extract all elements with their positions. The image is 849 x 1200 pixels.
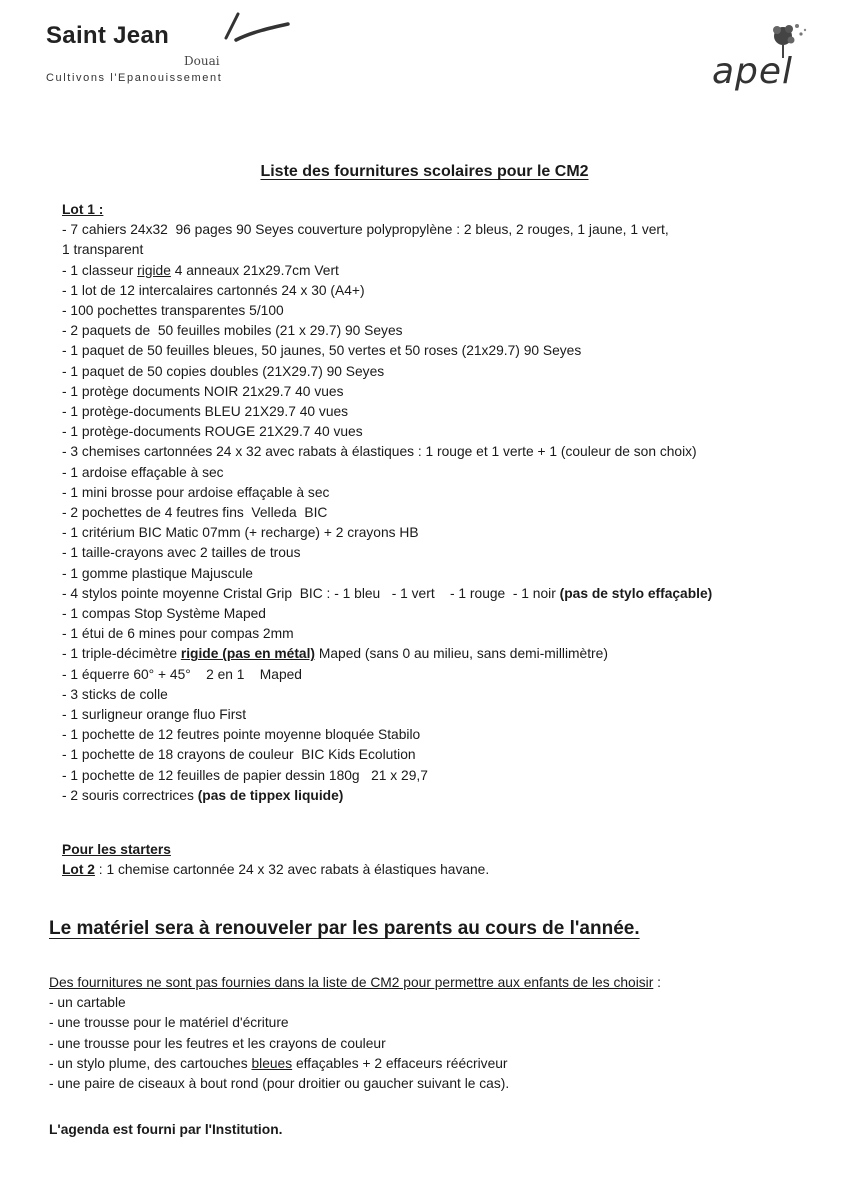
list-item	[62, 786, 822, 806]
list-item-text: Maped (sans 0 au milieu, sans demi-millimètre)	[315, 646, 608, 662]
list-item	[62, 442, 822, 462]
list-item	[62, 523, 822, 543]
list-item	[62, 240, 822, 260]
list-item	[62, 422, 822, 442]
list-item	[62, 503, 822, 523]
list-item-text: - 1 lot de 12 intercalaires cartonnés 24 x 30 (A4+)	[62, 282, 365, 298]
list-item-text: - 1 surligneur orange fluo First	[62, 707, 247, 723]
list-item	[62, 321, 822, 341]
list-item	[62, 624, 822, 644]
list-item-text: - 1 compas Stop Système Maped	[62, 606, 266, 622]
lot2-label: Lot 2	[62, 862, 95, 878]
list-item-text: - un stylo plume, des cartouches	[49, 1055, 252, 1071]
lot1-heading: Lot 1 :	[62, 202, 104, 217]
list-item-text: - 1 protège documents NOIR 21x29.7 40 vues	[62, 383, 344, 399]
agenda-note: L'agenda est fourni par l'Institution.	[49, 1122, 283, 1137]
lot1-section	[62, 200, 822, 806]
list-item	[62, 382, 822, 402]
list-item	[62, 584, 822, 604]
list-item	[62, 402, 822, 422]
apel-logo	[693, 18, 813, 98]
list-item-text: - 1 classeur	[62, 262, 138, 278]
list-item-text: - 1 paquet de 50 feuilles bleues, 50 jaunes, 50 vertes et 50 roses (21x29.7) 90 Seyes	[62, 343, 582, 359]
list-item	[62, 463, 822, 483]
list-item	[49, 1034, 829, 1054]
list-item-text: - 4 stylos pointe moyenne Cristal Grip BIC : - 1 bleu - 1 vert - 1 rouge - 1 noir	[62, 585, 560, 601]
list-item-text: - 1 protège-documents ROUGE 21X29.7 40 vues	[62, 424, 363, 440]
list-item-text: effaçables + 2 effaceurs réécriveur	[292, 1055, 508, 1071]
starters-section	[62, 840, 489, 880]
list-item	[62, 685, 822, 705]
list-item	[62, 483, 822, 503]
lot2-text: : 1 chemise cartonnée 24 x 32 avec rabats à élastiques havane.	[94, 862, 490, 878]
apel-wordmark: apel	[711, 51, 793, 92]
list-item-text: - 2 pochettes de 4 feutres fins Velleda BIC	[62, 505, 328, 521]
list-item-text: - une trousse pour le matériel d'écriture	[49, 1015, 289, 1031]
list-item-text: - 3 chemises cartonnées 24 x 32 avec rabats à élastiques : 1 rouge et 1 verte + 1 (couleur de son choix)	[62, 444, 697, 460]
saint-jean-logo	[46, 22, 223, 84]
list-item-text: - 1 pochette de 12 feuilles de papier dessin 180g 21 x 29,7	[62, 767, 428, 783]
list-item	[62, 220, 822, 240]
list-item	[62, 281, 822, 301]
list-item	[62, 543, 822, 563]
school-name: Saint Jean	[46, 22, 170, 49]
list-item-text: - 1 mini brosse pour ardoise effaçable à sec	[62, 484, 330, 500]
renew-notice: Le matériel sera à renouveler par les parents au cours de l'année.	[49, 918, 640, 939]
school-city: Douai	[184, 54, 220, 68]
list-item-text: - 7 cahiers 24x32 96 pages 90 Seyes couverture polypropylène : 2 bleus, 2 rouges, 1 jaune, 1 vert,	[62, 222, 669, 238]
list-item	[62, 644, 822, 664]
list-item-text: - 2 paquets de 50 feuilles mobiles (21 x 29.7) 90 Seyes	[62, 323, 403, 339]
list-item-text: rigide	[137, 262, 171, 278]
list-item-text: (pas de stylo effaçable)	[559, 585, 713, 601]
list-item-text: - 1 pochette de 12 feutres pointe moyenne bloquée Stabilo	[62, 727, 421, 743]
list-item	[62, 564, 822, 584]
list-item	[49, 993, 829, 1013]
list-item-text: bleues	[251, 1055, 293, 1071]
list-item	[62, 705, 822, 725]
list-item-text: rigide (pas en métal)	[180, 646, 316, 662]
list-item-text: - 2 souris correctrices	[62, 787, 198, 803]
lot1-list	[62, 220, 822, 806]
list-item-text: 4 anneaux 21x29.7cm Vert	[170, 262, 339, 278]
list-item	[62, 261, 822, 281]
list-item-text: - 1 taille-crayons avec 2 tailles de trous	[62, 545, 301, 561]
list-item-text: - 1 étui de 6 mines pour compas 2mm	[62, 626, 294, 642]
lot2-line	[62, 860, 489, 880]
extra-section	[49, 973, 829, 1094]
list-item	[62, 725, 822, 745]
list-item	[62, 301, 822, 321]
list-item-text: - 1 triple-décimètre	[62, 646, 181, 662]
list-item-text: - une paire de ciseaux à bout rond (pour droitier ou gaucher suivant le cas).	[49, 1076, 510, 1092]
list-item-text: - 1 gomme plastique Majuscule	[62, 565, 253, 581]
list-item	[49, 1013, 829, 1033]
list-item	[62, 745, 822, 765]
list-item	[49, 1074, 829, 1094]
list-item-text: - un cartable	[49, 995, 126, 1011]
list-item-text: - 1 ardoise effaçable à sec	[62, 464, 224, 480]
list-item-text: (pas de tippex liquide)	[197, 787, 344, 803]
list-item-text: - 1 pochette de 18 crayons de couleur BIC Kids Ecolution	[62, 747, 416, 763]
list-item-text: - 100 pochettes transparentes 5/100	[62, 303, 284, 319]
list-item-text: - 3 sticks de colle	[62, 686, 168, 702]
list-item-text: - 1 équerre 60° + 45° 2 en 1 Maped	[62, 666, 302, 682]
list-item-text: 1 transparent	[62, 242, 144, 258]
list-item	[62, 604, 822, 624]
list-item-text: - 1 critérium BIC Matic 07mm (+ recharge) + 2 crayons HB	[62, 525, 419, 541]
list-item-text: - une trousse pour les feutres et les crayons de couleur	[49, 1035, 386, 1051]
starters-heading: Pour les starters	[62, 842, 171, 857]
list-item-text: - 1 protège-documents BLEU 21X29.7 40 vues	[62, 404, 349, 420]
page-title: Liste des fournitures scolaires pour le CM2	[260, 163, 589, 180]
list-item	[62, 665, 822, 685]
extra-intro-suffix: :	[653, 975, 661, 990]
extra-intro: Des fournitures ne sont pas fournies dans la liste de CM2 pour permettre aux enfants de les choisir	[49, 975, 654, 990]
extra-intro-line	[49, 973, 829, 993]
school-tagline: Cultivons l'Epanouissement	[46, 72, 223, 84]
list-item-text: - 1 paquet de 50 copies doubles (21X29.7) 90 Seyes	[62, 363, 385, 379]
list-item	[62, 341, 822, 361]
list-item	[62, 766, 822, 786]
list-item	[62, 362, 822, 382]
extra-list	[49, 993, 829, 1094]
leaf-strokes-icon	[222, 8, 292, 48]
list-item	[49, 1054, 829, 1074]
